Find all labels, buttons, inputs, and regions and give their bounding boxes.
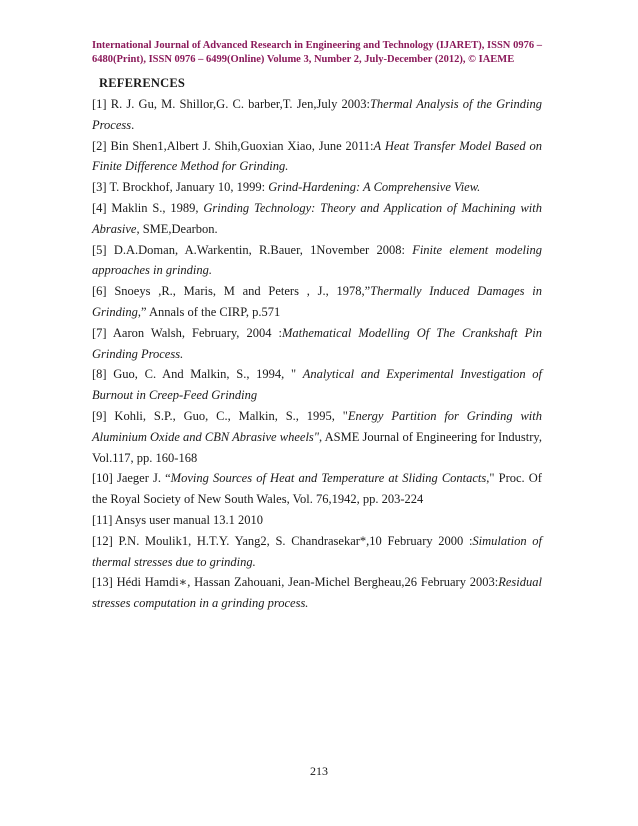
reference-item [92, 510, 542, 531]
reference-title: Thermally Induced Damages in Grinding [92, 284, 542, 319]
reference-source: , SME,Dearbon. [136, 221, 218, 236]
reference-item [92, 198, 542, 240]
reference-item [92, 572, 542, 614]
reference-authors: [1] R. J. Gu, M. Shillor,G. C. barber,T. Jen,July 2003: [92, 97, 370, 111]
reference-authors: [8] Guo, C. And Malkin, S., 1994, " [92, 367, 303, 382]
reference-title: A Heat Transfer Model Based on Finite Difference Method for Grinding. [92, 138, 542, 174]
reference-item [92, 240, 542, 282]
references-heading: REFERENCES [99, 76, 186, 90]
reference-source: . [131, 117, 135, 132]
reference-title: Grind-Hardening: A Comprehensive View. [268, 180, 481, 195]
reference-item [92, 323, 542, 365]
reference-item [92, 406, 542, 468]
reference-authors: [2] Bin Shen1,Albert J. Shih,Guoxian Xiao, June 2011: [92, 138, 374, 153]
reference-authors: [10] Jaeger J. “ [92, 471, 171, 486]
reference-item [92, 94, 542, 136]
reference-item [92, 177, 542, 198]
reference-item [92, 468, 542, 510]
reference-authors: [4] Maklin S., 1989, [92, 200, 204, 215]
reference-source: ," Proc. Of the Royal Society of New South Wales, Vol. 76,1942, pp. 203-224 [92, 471, 542, 507]
reference-authors: [3] T. Brockhof, January 10, 1999: [92, 180, 269, 195]
reference-authors: [11] Ansys user manual 13.1 2010 [92, 512, 264, 527]
reference-item [92, 281, 542, 323]
reference-title: Residual stresses computation in a grinding process. [92, 575, 542, 611]
reference-item [92, 364, 542, 406]
page-number: 213 [310, 764, 328, 778]
reference-authors: [13] Hédi Hamdi∗, Hassan Zahouani, Jean-Michel Bergheau,26 February 2003: [92, 575, 499, 590]
reference-title: Finite element modeling approaches in grinding. [92, 242, 542, 278]
reference-authors: [9] Kohli, S.P., Guo, C., Malkin, S., 1995, " [92, 408, 348, 423]
reference-title: Grinding Technology: Theory and Application of Machining with Abrasive [92, 200, 542, 236]
reference-title: Analytical and Experimental Investigation of Burnout in Creep-Feed Grinding [92, 367, 542, 403]
reference-item [92, 531, 542, 573]
reference-list [92, 94, 542, 614]
journal-header: International Journal of Advanced Research in Engineering and Technology (IJARET), ISSN 0976 – 6480(Print), ISSN 0976 – 6499(Online) Volume 3, Number 2, July-December (2012), © IAEME [92, 40, 542, 65]
reference-title: Energy Partition for Grinding with Aluminium Oxide and CBN Abrasive wheels" [92, 408, 543, 444]
reference-title: Thermal Analysis of the Grinding Process [92, 97, 542, 132]
reference-source: , ASME Journal of Engineering for Industry, Vol.117, pp. 160-168 [92, 429, 542, 465]
reference-item [92, 136, 542, 178]
reference-authors: [6] Snoeys ,R., Maris, M and Peters , J., 1978,” [92, 284, 371, 299]
reference-title: Mathematical Modelling Of The Crankshaft Pin Grinding Process. [92, 325, 542, 361]
reference-title: Moving Sources of Heat and Temperature at Sliding Contacts [170, 471, 487, 486]
reference-source: ,” Annals of the CIRP, p.571 [137, 304, 281, 319]
reference-authors: [12] P.N. Moulik1, H.T.Y. Yang2, S. Chandrasekar*,10 February 2000 : [92, 533, 473, 548]
reference-authors: [7] Aaron Walsh, February, 2004 : [92, 325, 282, 340]
reference-title: Simulation of thermal stresses due to grinding. [92, 533, 542, 569]
reference-authors: [5] D.A.Doman, A.Warkentin, R.Bauer, 1November 2008: [92, 242, 413, 257]
